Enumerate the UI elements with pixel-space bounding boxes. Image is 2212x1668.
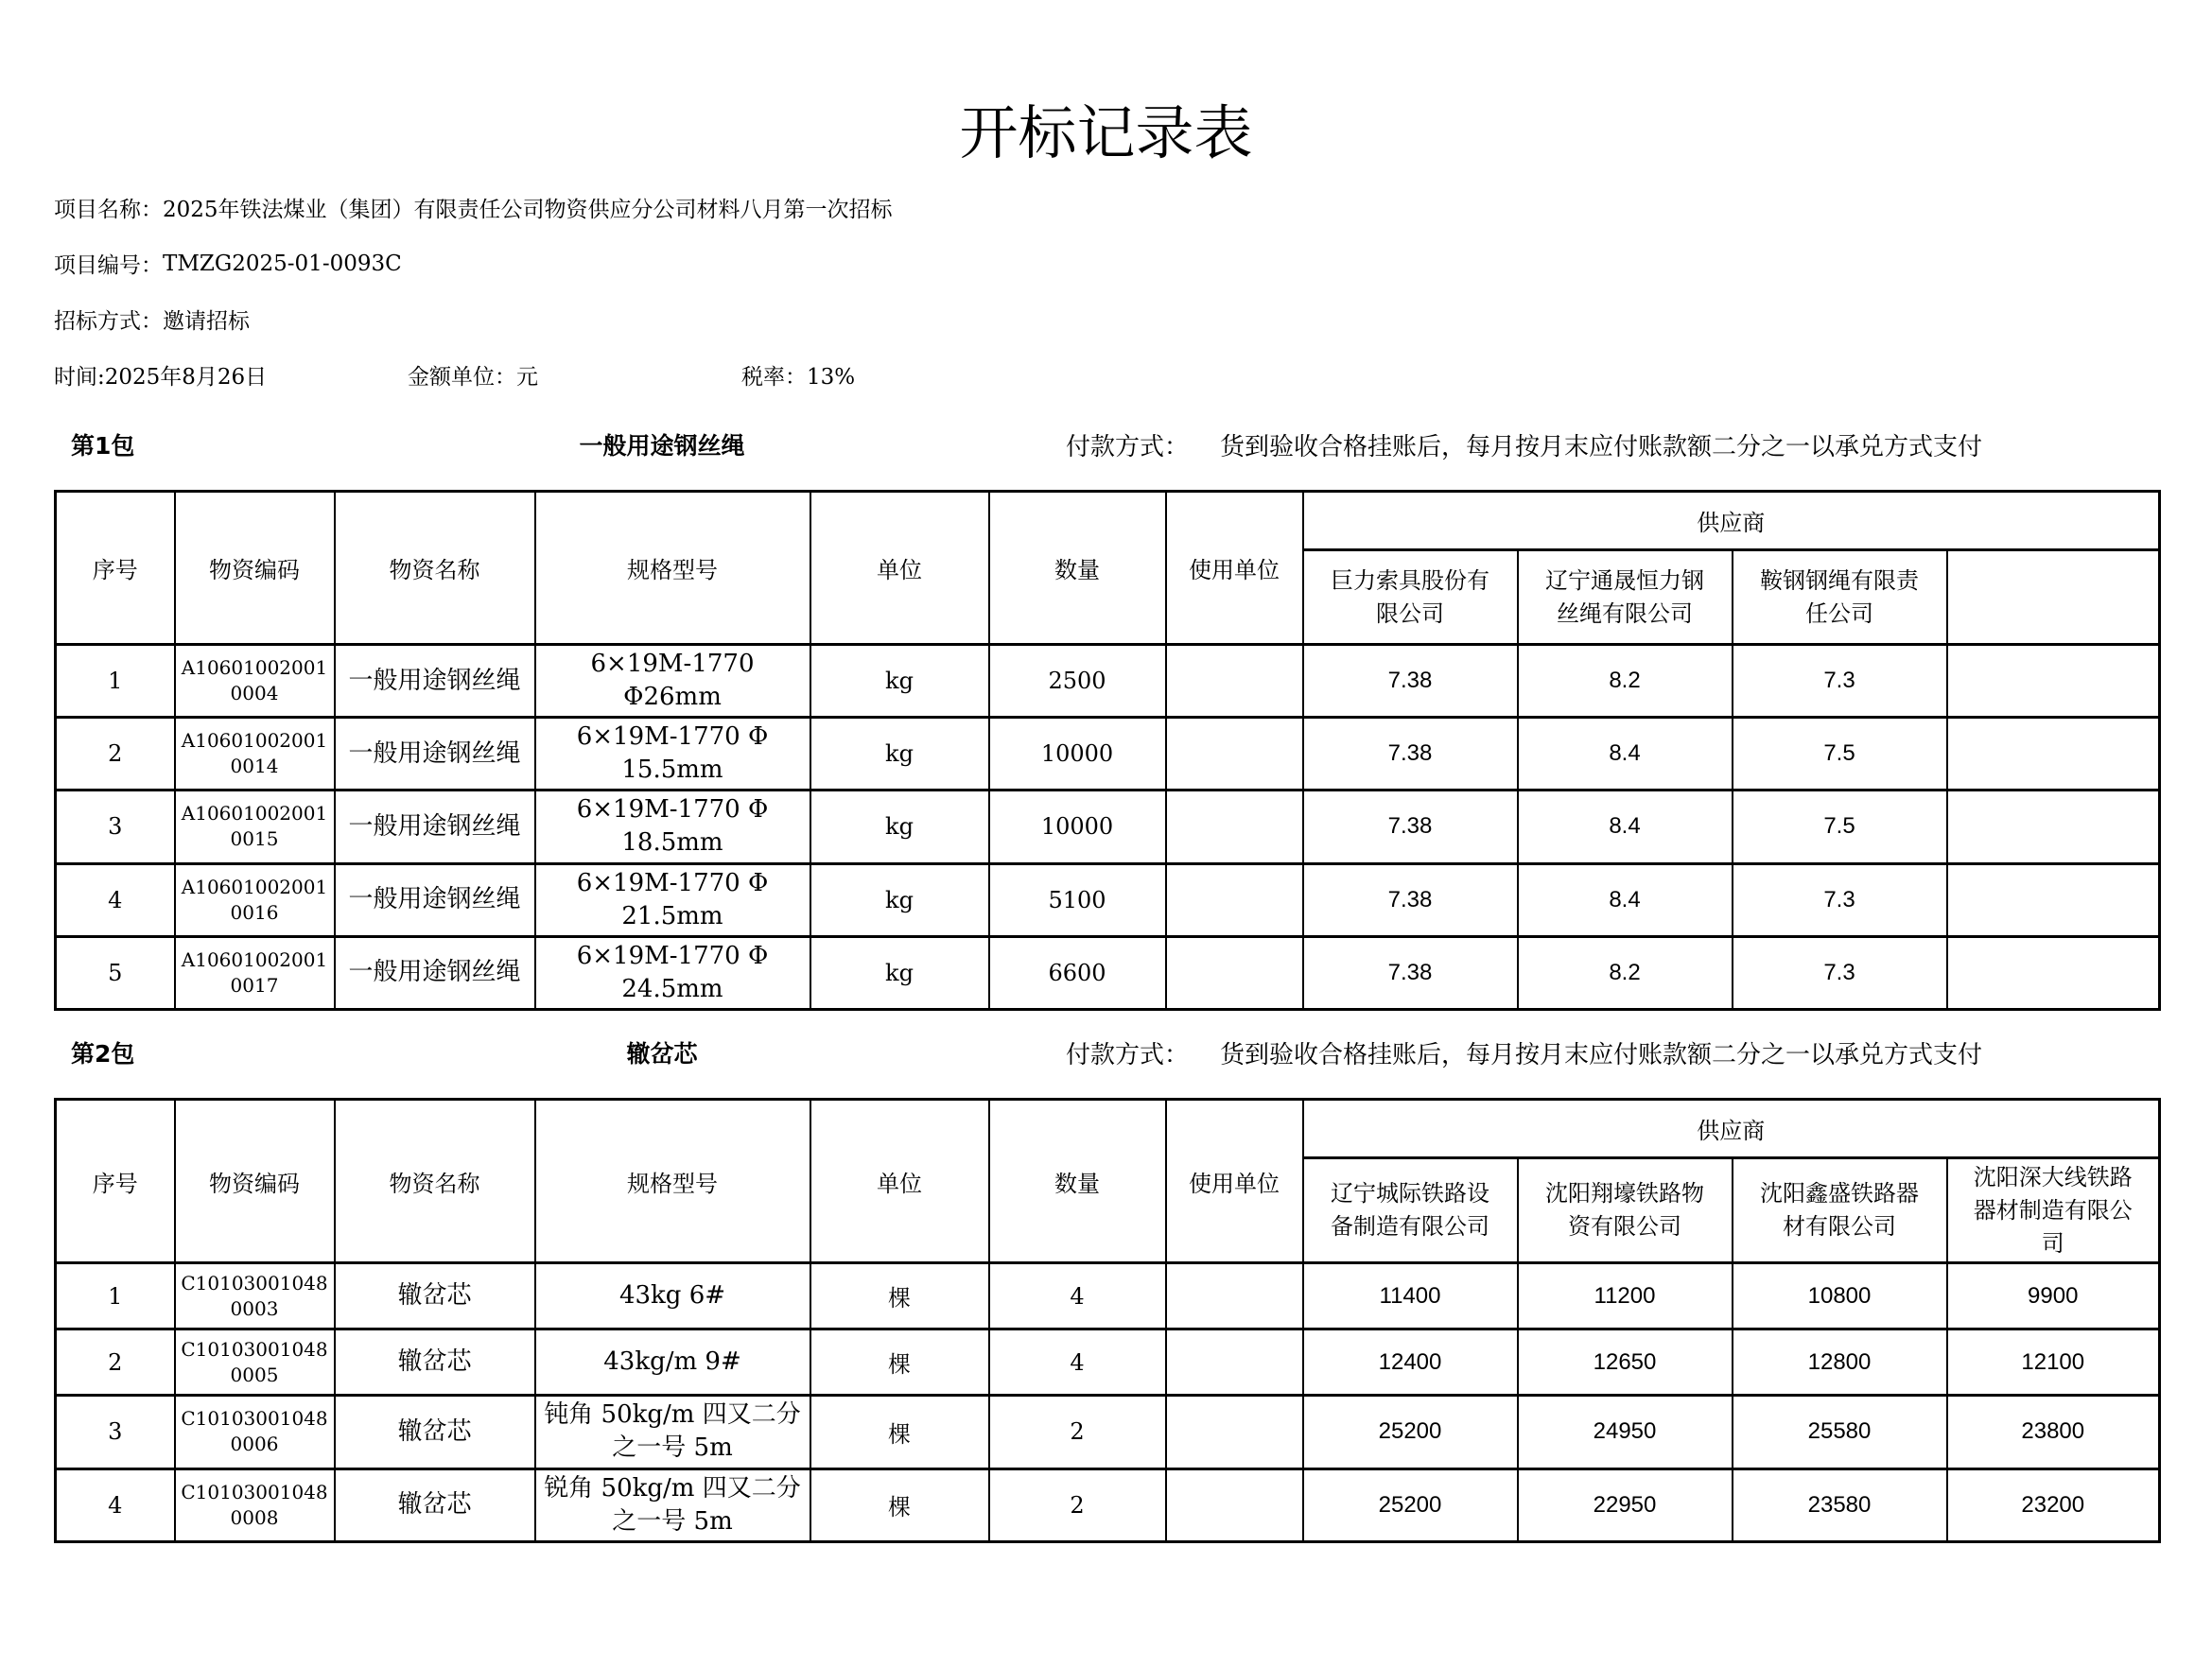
package-2-heading	[0, 1035, 2212, 1069]
project-number-field	[54, 235, 2212, 291]
seq-cell: 5	[56, 936, 175, 1009]
price-cell: 7.38	[1303, 645, 1518, 718]
project-number-label: 项目编号：	[54, 253, 163, 278]
price-cell	[1947, 863, 2160, 936]
price-cell	[1947, 791, 2160, 863]
seq-cell: 4	[56, 863, 175, 936]
amount-unit-field	[408, 359, 741, 391]
supplier-name-header: 辽宁城际铁路设备制造有限公司	[1303, 1157, 1518, 1262]
tax-rate-label: 税率：	[741, 365, 807, 390]
price-cell: 25200	[1303, 1396, 1518, 1468]
price-cell: 7.38	[1303, 863, 1518, 936]
seq-cell: 2	[56, 1329, 175, 1396]
package-1-label: 第1包	[71, 432, 135, 460]
name-cell: 一般用途钢丝绳	[335, 863, 535, 936]
amount-unit-value: 元	[516, 365, 538, 390]
name-cell: 辙岔芯	[335, 1468, 535, 1541]
bid-table-package-1	[54, 490, 2161, 1011]
qty-cell: 4	[989, 1263, 1166, 1329]
col-header-unit: 单位	[810, 492, 989, 645]
spec-cell: 43kg/m 9#	[535, 1329, 810, 1396]
table-row	[56, 791, 2160, 863]
col-header-code: 物资编码	[175, 492, 335, 645]
name-cell: 辙岔芯	[335, 1329, 535, 1396]
name-cell: 一般用途钢丝绳	[335, 791, 535, 863]
date-field	[54, 359, 408, 391]
package-2-payment-terms: 货到验收合格挂账后，每月按月末应付账款额二分之一以承兑方式支付	[1220, 1040, 1983, 1069]
code-cell: C101030010480005	[175, 1329, 335, 1396]
code-cell: C101030010480006	[175, 1396, 335, 1468]
package-1-payment-label: 付款方式：	[1066, 433, 1190, 461]
package-1-heading	[0, 427, 2212, 461]
table-row	[56, 1396, 2160, 1468]
table-row	[56, 718, 2160, 791]
user_unit-cell	[1166, 1396, 1303, 1468]
meta-row	[54, 347, 2212, 403]
price-cell	[1947, 645, 2160, 718]
date-value: 2025年8月26日	[104, 365, 268, 390]
bidding-method-value: 邀请招标	[163, 309, 250, 334]
price-cell: 23200	[1947, 1468, 2160, 1541]
unit-cell: kg	[810, 936, 989, 1009]
col-header-code: 物资编码	[175, 1099, 335, 1262]
name-cell: 辙岔芯	[335, 1396, 535, 1468]
price-cell: 8.4	[1518, 863, 1733, 936]
price-cell: 7.3	[1733, 863, 1947, 936]
price-cell: 12650	[1518, 1329, 1733, 1396]
supplier-name-header: 沈阳深大线铁路器材制造有限公司	[1947, 1157, 2160, 1262]
user_unit-cell	[1166, 1329, 1303, 1396]
unit-cell: 棵	[810, 1396, 989, 1468]
price-cell: 24950	[1518, 1396, 1733, 1468]
user_unit-cell	[1166, 863, 1303, 936]
price-cell: 7.38	[1303, 936, 1518, 1009]
qty-cell: 2	[989, 1468, 1166, 1541]
col-header-user-unit: 使用单位	[1166, 492, 1303, 645]
spec-cell: 6×19M-1770 Φ 21.5mm	[535, 863, 810, 936]
price-cell: 7.38	[1303, 791, 1518, 863]
qty-cell: 2	[989, 1396, 1166, 1468]
price-cell: 25580	[1733, 1396, 1947, 1468]
spec-cell: 锐角 50kg/m 四又二分之一号 5m	[535, 1468, 810, 1541]
price-cell: 12100	[1947, 1329, 2160, 1396]
col-header-qty: 数量	[989, 1099, 1166, 1262]
col-header-qty: 数量	[989, 492, 1166, 645]
package-2-commodity: 辙岔芯	[626, 1039, 698, 1068]
unit-cell: 棵	[810, 1329, 989, 1396]
name-cell: 辙岔芯	[335, 1263, 535, 1329]
spec-cell: 6×19M-1770 Φ 18.5mm	[535, 791, 810, 863]
table-row	[56, 1329, 2160, 1396]
price-cell: 7.3	[1733, 645, 1947, 718]
unit-cell: kg	[810, 791, 989, 863]
tax-rate-value: 13%	[807, 365, 856, 390]
price-cell: 23580	[1733, 1468, 1947, 1541]
qty-cell: 6600	[989, 936, 1166, 1009]
price-cell: 7.3	[1733, 936, 1947, 1009]
code-cell: A106010020010016	[175, 863, 335, 936]
unit-cell: kg	[810, 718, 989, 791]
supplier-name-header: 辽宁通晟恒力钢丝绳有限公司	[1518, 550, 1733, 645]
unit-cell: 棵	[810, 1468, 989, 1541]
table-row	[56, 1468, 2160, 1541]
col-header-seq: 序号	[56, 492, 175, 645]
seq-cell: 1	[56, 645, 175, 718]
table-1-header-row-1	[56, 492, 2160, 550]
code-cell: C101030010480003	[175, 1263, 335, 1329]
price-cell: 11400	[1303, 1263, 1518, 1329]
qty-cell: 2500	[989, 645, 1166, 718]
col-header-unit: 单位	[810, 1099, 989, 1262]
code-cell: A106010020010014	[175, 718, 335, 791]
price-cell: 9900	[1947, 1263, 2160, 1329]
package-2-label: 第2包	[71, 1039, 135, 1068]
code-cell: C101030010480008	[175, 1468, 335, 1541]
supplier-name-header	[1947, 550, 2160, 645]
user_unit-cell	[1166, 718, 1303, 791]
table-row	[56, 936, 2160, 1009]
package-1-commodity: 一般用途钢丝绳	[579, 432, 745, 460]
supplier-group-header: 供应商	[1303, 1099, 2160, 1157]
bidding-method-label: 招标方式：	[54, 309, 163, 334]
user_unit-cell	[1166, 645, 1303, 718]
col-header-seq: 序号	[56, 1099, 175, 1262]
supplier-name-header: 沈阳鑫盛铁路器材有限公司	[1733, 1157, 1947, 1262]
table-row	[56, 645, 2160, 718]
price-cell	[1947, 718, 2160, 791]
user_unit-cell	[1166, 1263, 1303, 1329]
price-cell: 22950	[1518, 1468, 1733, 1541]
unit-cell: kg	[810, 863, 989, 936]
code-cell: A106010020010004	[175, 645, 335, 718]
price-cell: 8.2	[1518, 936, 1733, 1009]
project-name-value: 2025年铁法煤业（集团）有限责任公司物资供应分公司材料八月第一次招标	[163, 198, 893, 222]
package-1-payment-terms: 货到验收合格挂账后，每月按月末应付账款额二分之一以承兑方式支付	[1220, 433, 1983, 461]
price-cell: 8.4	[1518, 791, 1733, 863]
unit-cell: 棵	[810, 1263, 989, 1329]
name-cell: 一般用途钢丝绳	[335, 645, 535, 718]
price-cell: 11200	[1518, 1263, 1733, 1329]
price-cell: 12800	[1733, 1329, 1947, 1396]
seq-cell: 3	[56, 791, 175, 863]
user_unit-cell	[1166, 1468, 1303, 1541]
price-cell: 10800	[1733, 1263, 1947, 1329]
seq-cell: 1	[56, 1263, 175, 1329]
seq-cell: 2	[56, 718, 175, 791]
bidding-method-field	[54, 291, 2212, 347]
seq-cell: 4	[56, 1468, 175, 1541]
project-name-label: 项目名称：	[54, 198, 163, 222]
spec-cell: 6×19M-1770 Φ26mm	[535, 645, 810, 718]
price-cell: 8.4	[1518, 718, 1733, 791]
col-header-user-unit: 使用单位	[1166, 1099, 1303, 1262]
user_unit-cell	[1166, 936, 1303, 1009]
qty-cell: 10000	[989, 718, 1166, 791]
header-fields	[54, 180, 2212, 403]
spec-cell: 6×19M-1770 Φ 24.5mm	[535, 936, 810, 1009]
price-cell: 7.38	[1303, 718, 1518, 791]
price-cell: 12400	[1303, 1329, 1518, 1396]
name-cell: 一般用途钢丝绳	[335, 936, 535, 1009]
qty-cell: 10000	[989, 791, 1166, 863]
spec-cell: 43kg 6#	[535, 1263, 810, 1329]
supplier-name-header: 巨力索具股份有限公司	[1303, 550, 1518, 645]
package-2-payment-label: 付款方式：	[1066, 1040, 1190, 1069]
spec-cell: 6×19M-1770 Φ 15.5mm	[535, 718, 810, 791]
code-cell: A106010020010017	[175, 936, 335, 1009]
col-header-name: 物资名称	[335, 492, 535, 645]
qty-cell: 5100	[989, 863, 1166, 936]
supplier-name-header: 沈阳翔壕铁路物资有限公司	[1518, 1157, 1733, 1262]
date-label: 时间:	[54, 365, 105, 390]
user_unit-cell	[1166, 791, 1303, 863]
name-cell: 一般用途钢丝绳	[335, 718, 535, 791]
price-cell: 25200	[1303, 1468, 1518, 1541]
amount-unit-label: 金额单位：	[408, 365, 516, 390]
price-cell: 23800	[1947, 1396, 2160, 1468]
price-cell: 8.2	[1518, 645, 1733, 718]
code-cell: A106010020010015	[175, 791, 335, 863]
price-cell: 7.5	[1733, 791, 1947, 863]
price-cell: 7.5	[1733, 718, 1947, 791]
col-header-name: 物资名称	[335, 1099, 535, 1262]
spec-cell: 钝角 50kg/m 四又二分之一号 5m	[535, 1396, 810, 1468]
col-header-spec: 规格型号	[535, 492, 810, 645]
bid-table-package-2	[54, 1098, 2161, 1543]
supplier-group-header: 供应商	[1303, 492, 2160, 550]
unit-cell: kg	[810, 645, 989, 718]
supplier-name-header: 鞍钢钢绳有限责任公司	[1733, 550, 1947, 645]
project-number-value: TMZG2025-01-0093C	[163, 251, 402, 276]
project-name-field	[54, 180, 2212, 235]
tax-rate-field	[741, 359, 855, 391]
table-row	[56, 863, 2160, 936]
document-title: 开标记录表	[959, 98, 1253, 167]
seq-cell: 3	[56, 1396, 175, 1468]
table-2-header-row-1	[56, 1099, 2160, 1157]
price-cell	[1947, 936, 2160, 1009]
table-row	[56, 1263, 2160, 1329]
qty-cell: 4	[989, 1329, 1166, 1396]
col-header-spec: 规格型号	[535, 1099, 810, 1262]
